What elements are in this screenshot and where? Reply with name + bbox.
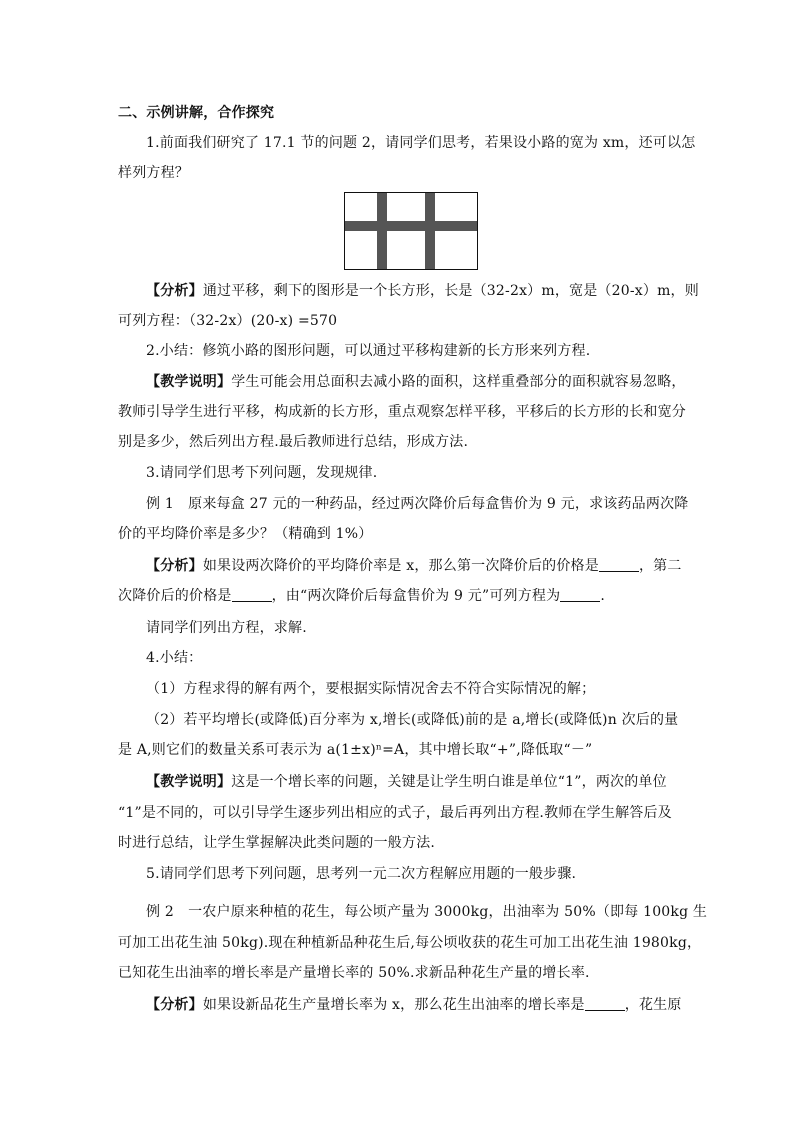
teaching-note-2-line-2: “1”是不同的，可以引导学生逐步列出相应的式子，最后再列出方程.教师在学生解答后及 — [118, 805, 672, 821]
teaching-note-2-line-3: 时进行总结，让学生掌握解决此类问题的一般方法. — [118, 835, 436, 851]
question-5: 5.请同学们思考下列问题，思考列一元二次方程解应用题的一般步骤. — [146, 866, 577, 882]
summary-4-title: 4.小结： — [146, 650, 203, 666]
section-heading: 二、示例讲解，合作探究 — [118, 105, 275, 121]
summary-2: 2.小结：修筑小路的图形问题，可以通过平移构建新的长方形来列方程. — [146, 343, 591, 359]
example-1-line-2: 价的平均降价率是多少？（精确到 1%） — [118, 526, 373, 542]
teaching-tag: 【教学说明】 — [146, 374, 232, 390]
answer-blank[interactable] — [585, 996, 625, 1011]
analysis-2-text-d: ，由“两次降价后每盒售价为 9 元”可列方程为 — [271, 588, 561, 604]
analysis-1-text: 通过平移，剩下的图形是一个长方形，长是（32-2x）m，宽是（20-x）m，则 — [202, 283, 699, 299]
analysis-tag: 【分析】 — [146, 558, 203, 574]
analysis-tag: 【分析】 — [146, 997, 203, 1013]
horizontal-road — [345, 221, 477, 231]
answer-blank[interactable] — [232, 587, 272, 602]
teaching-note-1-line-1 — [146, 372, 686, 392]
teaching-note-2-line-1 — [146, 772, 678, 792]
teaching-note-1-line-2: 教师引导学生进行平移，构成新的长方形，重点观察怎样平移，平移后的长方形的长和宽分 — [118, 404, 686, 420]
summary-4-item-1: （1）方程求得的解有两个，要根据实际情况舍去不符合实际情况的解； — [146, 681, 596, 697]
teaching-2-text: 这是一个增长率的问题，关键是让学生明白谁是单位“1”，两次的单位 — [231, 774, 667, 790]
example-2-line-1: 例 2 一农户原来种植的花生，每公顷产量为 3000kg，出油率为 50%（即每 100kg 生 — [146, 904, 708, 920]
analysis-2-line-1 — [146, 556, 682, 576]
answer-blank[interactable] — [560, 587, 600, 602]
answer-blank[interactable] — [599, 557, 639, 572]
example-1-line-1: 例 1 原来每盒 27 元的一种药品，经过两次降价后每盒售价为 9 元，求该药品两次降 — [146, 496, 689, 512]
analysis-2-line-2 — [118, 586, 678, 606]
summary-4-item-2-line-2: 是 A,则它们的数量关系可表示为 a(1±x)ⁿ=A，其中增长取“+”,降低取“－” — [118, 742, 593, 758]
analysis-2-text-e: . — [600, 588, 605, 604]
question-1-line-2: 样列方程？ — [118, 165, 189, 181]
analysis-tag: 【分析】 — [146, 283, 203, 299]
analysis-1-line-1 — [146, 281, 699, 301]
analysis-2-text-c: 次降价后的价格是 — [118, 588, 232, 604]
analysis-3-text-a: 如果设新品花生产量增长率为 x，那么花生出油率的增长率是 — [202, 997, 585, 1013]
vertical-road-left — [377, 193, 387, 269]
analysis-3-text-b: ，花生原 — [624, 997, 682, 1013]
analysis-2-text-a: 如果设两次降价的平均降价率是 x，那么第一次降价后的价格是 — [202, 558, 599, 574]
question-3: 3.请同学们思考下列问题，发现规律. — [146, 465, 378, 481]
teaching-1-text: 学生可能会用总面积去减小路的面积，这样重叠部分的面积就容易忽略， — [231, 374, 686, 390]
analysis-2-text-b: ，第二 — [638, 558, 682, 574]
solve-prompt: 请同学们列出方程，求解. — [146, 620, 307, 636]
teaching-note-1-line-3: 别是多少，然后列出方程.最后教师进行总结，形成方法. — [118, 434, 469, 450]
vertical-road-right — [425, 193, 435, 269]
teaching-tag: 【教学说明】 — [146, 774, 232, 790]
example-2-line-3: 已知花生出油率的增长率是产量增长率的 50%.求新品种花生产量的增长率. — [118, 965, 590, 981]
summary-4-item-2-line-1: （2）若平均增长(或降低)百分率为 x,增长(或降低)前的是 a,增长(或降低)n 次后的量 — [146, 712, 679, 728]
analysis-1-line-2: 可列方程：（32-2x）(20-x) =570 — [118, 313, 338, 329]
question-1-line-1: 1.前面我们研究了 17.1 节的问题 2，请同学们思考，若果设小路的宽为 xm，还可以怎 — [146, 135, 696, 151]
road-diagram — [344, 192, 478, 270]
example-2-line-2: 可加工出花生油 50kg).现在种植新品种花生后,每公顷收获的花生可加工出花生油 1980kg， — [118, 935, 702, 951]
analysis-3-line-1 — [146, 995, 682, 1015]
